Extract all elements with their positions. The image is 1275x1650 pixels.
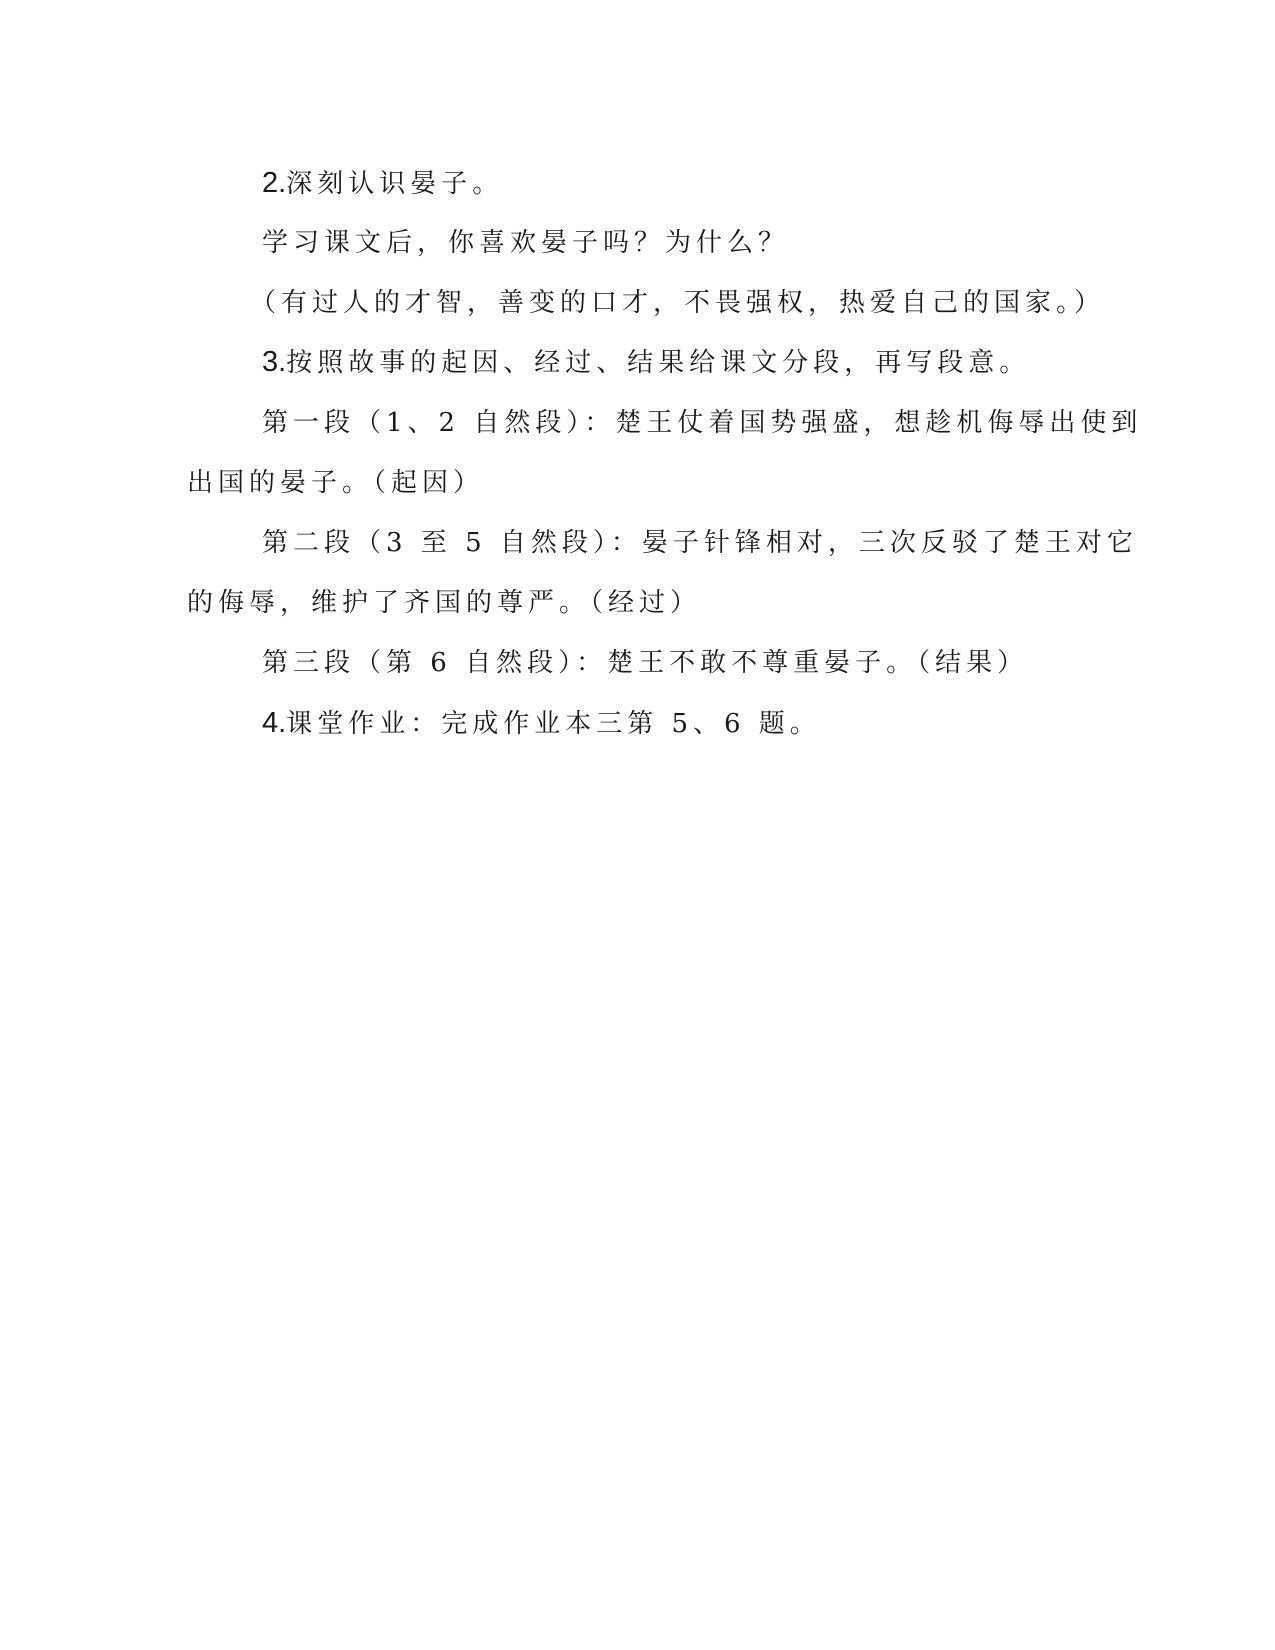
question-text: 学习课文后，你喜欢晏子吗？为什么？ — [262, 228, 790, 258]
paragraph-3: 第三段（第 6 自然段）：楚王不敢不尊重晏子。（结果） — [262, 648, 1029, 678]
section-number: 3. — [262, 346, 287, 378]
section-number: 2. — [262, 167, 287, 199]
paragraph-2-line-2: 的侮辱，维护了齐国的尊严。（经过） — [187, 588, 702, 618]
answer-text: （有过人的才智，善变的口才，不畏强权，热爱自己的国家。） — [250, 288, 1106, 318]
heading-text: 深刻认识晏子。 — [286, 169, 504, 199]
section-3-heading — [262, 345, 1030, 380]
paragraph-1-line-2: 出国的晏子。（起因） — [187, 468, 485, 498]
heading-text: 课堂作业：完成作业本三第 5、6 题。 — [286, 709, 821, 739]
section-2-heading — [262, 166, 503, 201]
paragraph-2-line-1: 第二段（3 至 5 自然段）：晏子针锋相对，三次反驳了楚王对它 — [262, 528, 1138, 558]
heading-text: 按照故事的起因、经过、结果给课文分段，再写段意。 — [286, 348, 1031, 378]
section-4-heading — [262, 706, 821, 741]
paragraph-1-line-1: 第一段（1、2 自然段）：楚王仗着国势强盛，想趁机侮辱出使到 — [262, 408, 1143, 438]
section-number: 4. — [262, 707, 287, 739]
